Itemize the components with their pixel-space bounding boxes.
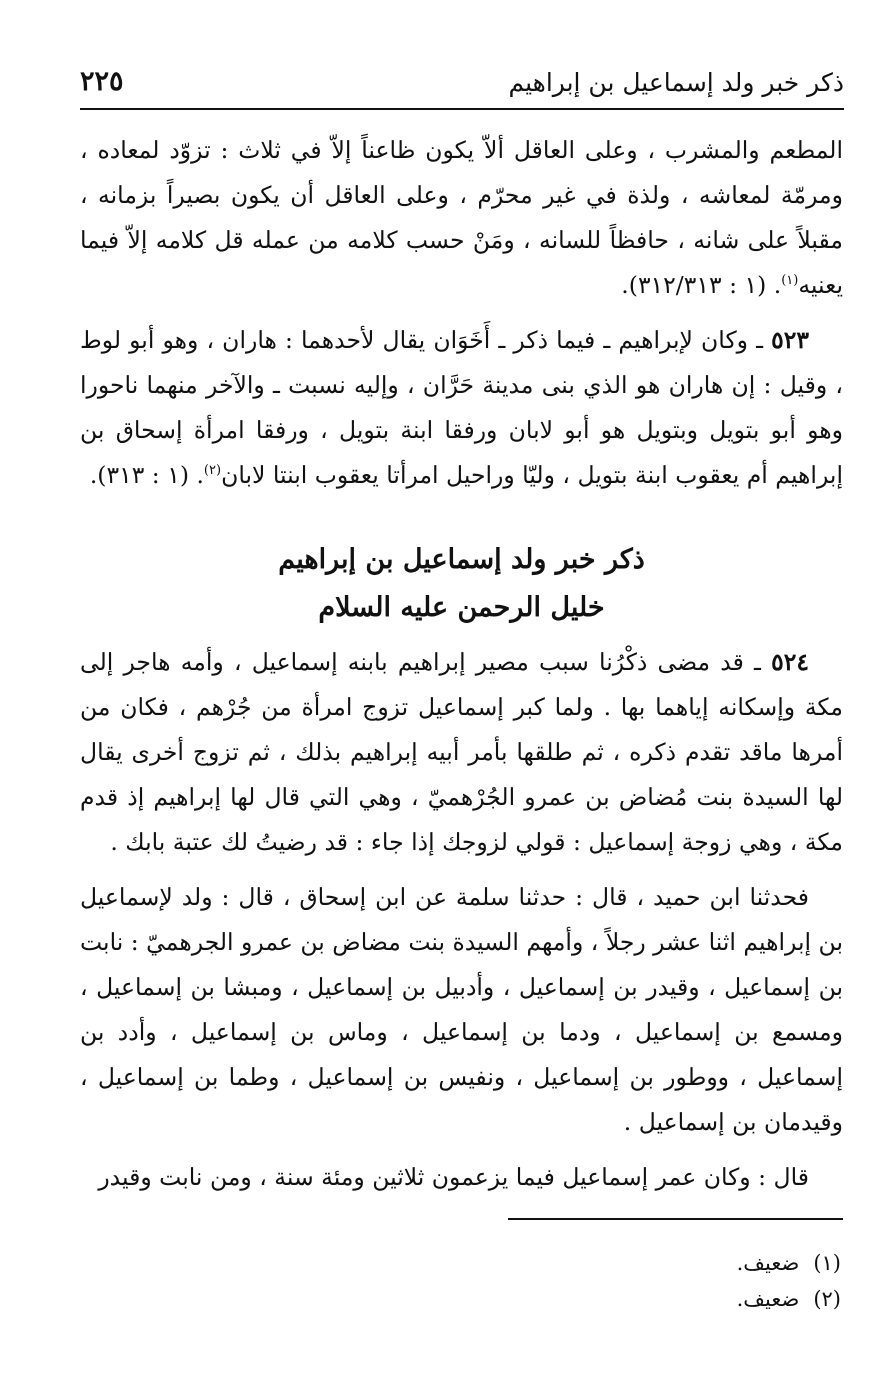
paragraph-text: ـ قد مضى ذكْرُنا سبب مصير إبراهيم بابنه إسماعيل ، وأمه هاجر إلى مكة وإسكانه إياهما بها . ولما كبر إسماعيل تزوج امرأة من جُرْهم ، فكان من أمرها ماقد تقدم ذكره ، ثم طلقها بأمر أبيه إبراهيم بذلك ، ثم تزوج أخرى يقال لها السيدة بنت مُضاض بن عمرو الجُرْهميّ ، وهي التي قال لها إبراهيم إذ قدم مكة ، وهي زوجة إسماعيل : قولي لزوجك إذا جاء : قد رضيتُ لك عتبة بابك . (80, 648, 843, 856)
paragraph-524 (80, 640, 843, 865)
section-heading (80, 536, 843, 632)
paragraph-text: المطعم والمشرب ، وعلى العاقل ألاّ يكون ظاعناً إلاّ في ثلاث : تزوّد لمعاده ، ومرمّة لمعاشه ، ولذة في غير محرّم ، وعلى العاقل أن يكون بصيراً بزمانه ، مقبلاً على شانه ، حافظاً للسانه ، ومَنْ حسب كلامه من عمله قل كلامه إلاّ فيما يعنيه (80, 136, 843, 299)
footnote-text: ضعيف. (736, 1251, 800, 1275)
paragraph-text: ـ وكان لإبراهيم ـ فيما ذكر ـ أَخَوَان يقال لأحدهما : هاران ، وهو أبو لوط ، وقيل : إن هاران هو الذي بنى مدينة حَرَّان ، وإليه نسبت ـ والآخر منهما ناحورا وهو أبو بتويل وبتويل هو أبو لابان ورفقا ابنة بتويل ، ورفقا امرأة إسحاق بن إبراهيم أم يعقوب ابنة بتويل ، وليّا وراحيل امرأتا يعقوب ابنتا لابان (80, 326, 843, 489)
paragraph-hadith (80, 875, 843, 1145)
source-reference: . (١ : ٣١٣). (89, 461, 204, 489)
running-header (80, 62, 844, 110)
footnote-item (441, 1245, 841, 1281)
footnote-item (441, 1281, 841, 1317)
running-title: ذكر خبر ولد إسماعيل بن إبراهيم (508, 68, 844, 97)
footnote-number: (١) (813, 1251, 841, 1275)
footnote-number: (٢) (813, 1287, 841, 1311)
section-heading-line-1: ذكر خبر ولد إسماعيل بن إبراهيم (278, 544, 645, 575)
paragraph-number: ٥٢٣ (771, 326, 809, 354)
footnote-divider (508, 1218, 843, 1220)
paragraph-text: فحدثنا ابن حميد ، قال : حدثنا سلمة عن ابن إسحاق ، قال : ولد لإسماعيل بن إبراهيم اثنا عشر رجلاً ، وأمهم السيدة بنت مضاض بن عمرو الجرهميّ : نابت بن إسماعيل ، وقيدر بن إسماعيل ، وأدبيل بن إسماعيل ، ومبشا بن إسماعيل ، ومسمع بن إسماعيل ، ودما بن إسماعيل ، وماس بن إسماعيل ، وأدد بن إسماعيل ، ووطور بن إسماعيل ، ونفيس بن إسماعيل ، وطما بن إسماعيل ، وقيدمان بن إسماعيل . (79, 883, 843, 1136)
footnotes (441, 1245, 841, 1317)
section-heading-line-2: خليل الرحمن عليه السلام (318, 592, 605, 623)
paragraph-last (80, 1155, 843, 1200)
body-text (80, 128, 843, 1200)
footnote-marker: (١) (781, 273, 799, 289)
paragraph-number: ٥٢٤ (771, 648, 809, 676)
source-reference: . (١ : ٣١٢/٣١٣). (621, 271, 782, 299)
paragraph-text: قال : وكان عمر إسماعيل فيما يزعمون ثلاثين ومئة سنة ، ومن نابت وقيدر (98, 1163, 809, 1191)
paragraph-continuation (80, 128, 843, 308)
paragraph-523 (80, 318, 843, 498)
footnote-marker: (٢) (203, 463, 222, 479)
footnote-text: ضعيف. (736, 1287, 800, 1311)
page-number: ٢٢٥ (80, 66, 124, 97)
